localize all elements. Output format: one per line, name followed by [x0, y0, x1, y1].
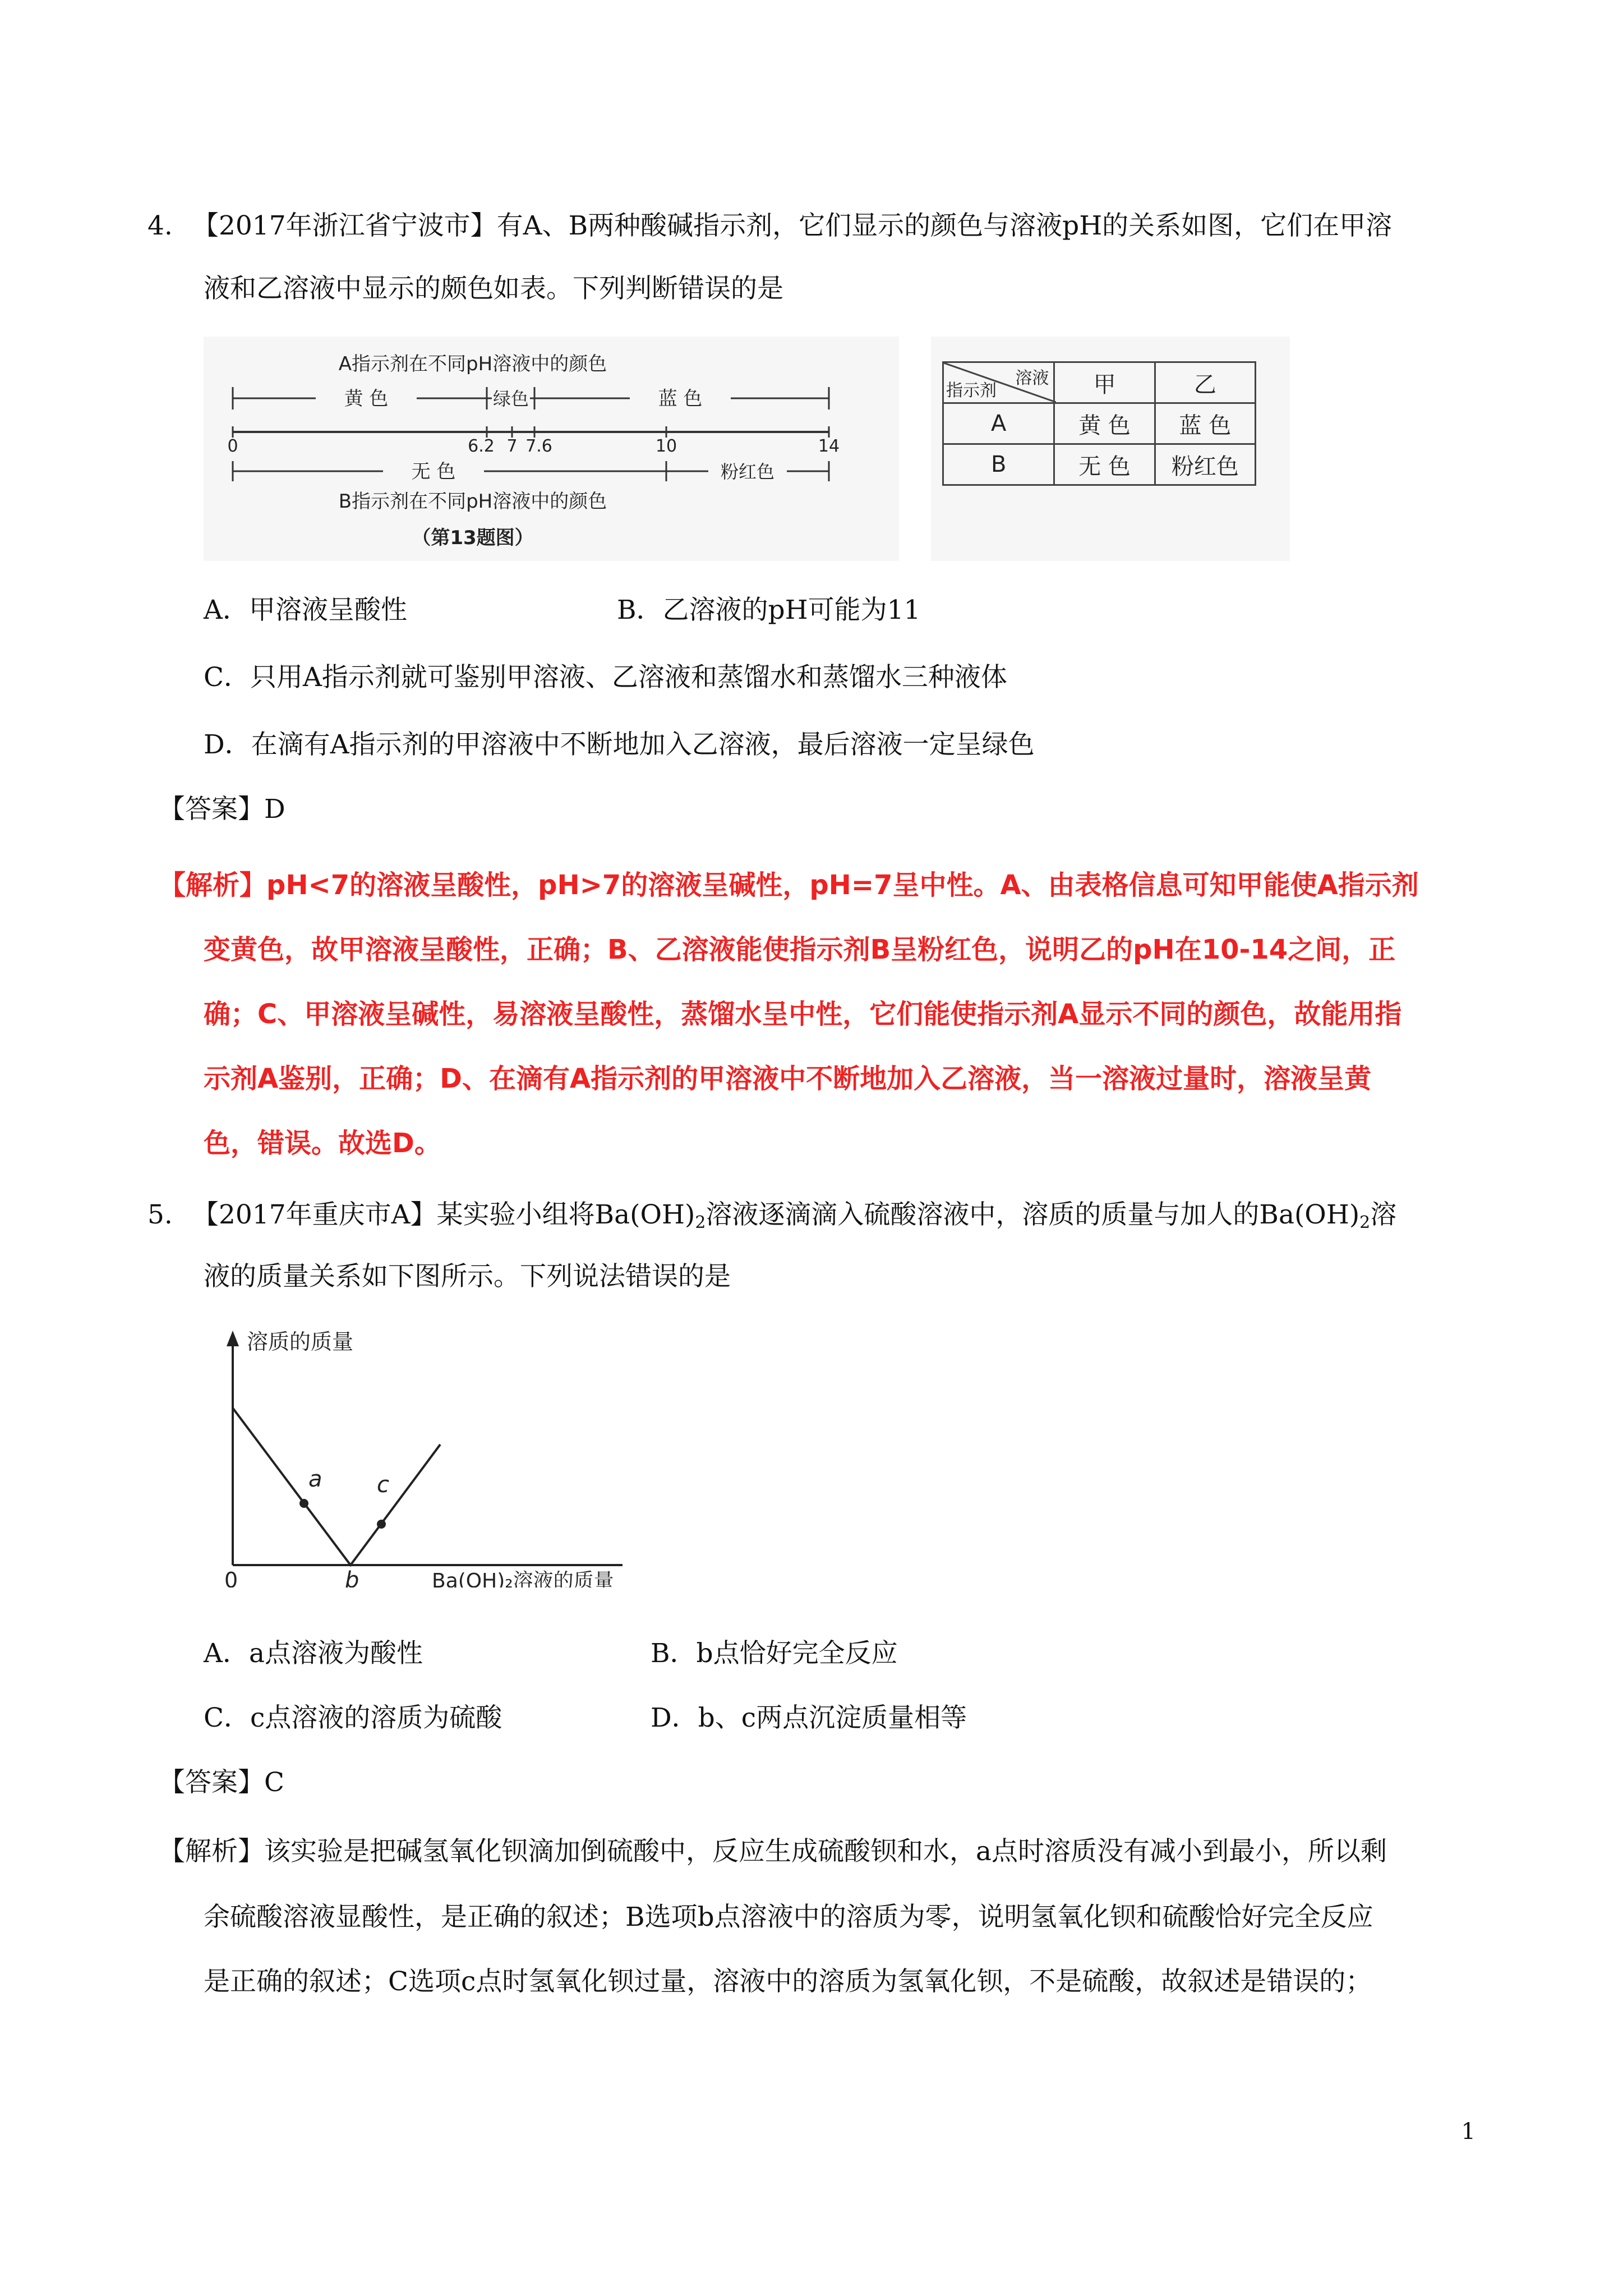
a-green-label: 绿色 — [492, 388, 529, 409]
q4-option-b: B．乙溶液的pH可能为11 — [617, 595, 921, 625]
point-c-marker — [377, 1520, 386, 1529]
q4-table-box — [931, 337, 1290, 561]
q4-analysis-line2: 变黄色，故甲溶液呈酸性，正确；B、乙溶液能使指示剂B呈粉红色，说明乙的pH在10-14之间，正 — [204, 934, 1396, 965]
fig-bottom-title: B指示剂在不同pH溶液中的颜色 — [338, 490, 607, 513]
table-row-a-c2: 蓝 色 — [1155, 403, 1255, 444]
q5-stem-part1: 【2017年重庆市A】某实验小组将Ba(OH) — [192, 1199, 695, 1230]
q5-analysis-line3: 是正确的叙述；C选项c点时氢氧化钡过量，溶液中的溶质为氢氧化钡，不是硫酸，故叙述是错误的； — [204, 1966, 1372, 1997]
q4-analysis-label: 【解析】 — [159, 869, 267, 901]
a-blue-label: 蓝 色 — [658, 388, 703, 410]
table-row-a-name: A — [943, 403, 1054, 444]
page-number: 1 — [1461, 2119, 1476, 2145]
table-header-row — [943, 362, 1256, 403]
q5-graph — [208, 1324, 667, 1588]
q4-option-a: A．甲溶液呈酸性 — [204, 595, 407, 625]
q5-analysis-line1: 【解析】该实验是把碱氢氧化钡滴加倒硫酸中，反应生成硫酸钡和水，a点时溶质没有减小到最小，所以剩 — [159, 1836, 1387, 1867]
q4-analysis-line3: 确；C、甲溶液呈碱性，易溶液呈酸性，蒸馏水呈中性，它们能使指示剂A显示不同的颜色，故能用指 — [204, 999, 1402, 1030]
mass-curve — [233, 1408, 440, 1565]
tick-label-14: 14 — [818, 436, 840, 456]
table-col2-header: 乙 — [1155, 362, 1255, 403]
tick-label-0: 0 — [227, 436, 238, 456]
q5-stem-sub1: 2 — [695, 1213, 706, 1232]
table-corner-cell — [943, 362, 1054, 403]
tick-label-76: 7.6 — [525, 436, 552, 456]
q4-stem-line1 — [192, 208, 1392, 245]
q4-color-table — [942, 361, 1256, 486]
origin-label: 0 — [224, 1568, 238, 1588]
b-colorless-label: 无 色 — [411, 461, 456, 483]
table-row-b-name: B — [943, 444, 1054, 485]
fig-top-title: A指示剂在不同pH溶液中的颜色 — [338, 353, 607, 375]
q4-analysis-text1: pH<7的溶液呈酸性，pH>7的溶液呈碱性，pH=7呈中性。A、由表格信息可知甲能使A指示剂 — [266, 869, 1419, 901]
q4-analysis-line5: 色，错误。故选D。 — [204, 1128, 441, 1159]
tick-label-62: 6.2 — [468, 436, 495, 456]
q4-ph-scale-figure — [204, 337, 899, 561]
table-row-a-c1: 黄 色 — [1054, 403, 1155, 444]
y-axis-label: 溶质的质量 — [247, 1329, 354, 1354]
q5-stem-part2: 溶液逐滴滴入硫酸溶液中，溶质的质量与加人的Ba(OH) — [706, 1199, 1360, 1230]
table-col1-header: 甲 — [1054, 362, 1155, 403]
q5-stem-line2: 液的质量关系如下图所示。下列说法错误的是 — [204, 1261, 731, 1292]
point-b-label: b — [345, 1567, 359, 1588]
fig-caption: （第13题图） — [412, 527, 534, 549]
point-a-marker — [299, 1499, 308, 1508]
q4-stem-text: 有A、B两种酸碱指示剂，它们显示的颜色与溶液pH的关系如图，它们在甲溶 — [496, 210, 1393, 241]
q5-answer: 【答案】C — [159, 1767, 284, 1798]
table-row-b-c2: 粉红色 — [1155, 444, 1255, 485]
q5-option-a: A．a点溶液为酸性 — [204, 1638, 423, 1669]
q5-option-c: C．c点溶液的溶质为硫酸 — [204, 1703, 502, 1733]
point-a-label: a — [308, 1466, 322, 1492]
q5-analysis-line2: 余硫酸溶液显酸性，是正确的叙述；B选项b点溶液中的溶质为零，说明氢氧化钡和硫酸恰好完全反应 — [204, 1902, 1373, 1932]
q4-analysis-line4: 示剂A鉴别，正确；D、在滴有A指示剂的甲溶液中不断地加入乙溶液，当一溶液过量时，溶液呈黄 — [204, 1063, 1372, 1094]
q5-stem-part3: 溶 — [1370, 1199, 1397, 1230]
q5-option-d: D．b、c两点沉淀质量相等 — [651, 1703, 967, 1733]
q4-number: 4. — [147, 210, 173, 241]
corner-bottom-label: 指示剂 — [946, 381, 997, 401]
ph-scale-svg — [204, 337, 899, 561]
q4-answer: 【答案】D — [159, 794, 285, 825]
y-axis-arrow — [227, 1331, 239, 1346]
q5-option-b: B．b点恰好完全反应 — [651, 1638, 898, 1669]
q4-source: 【2017年浙江省宁波市】 — [192, 210, 497, 241]
b-pink-label: 粉红色 — [720, 461, 775, 482]
q4-option-d: D．在滴有A指示剂的甲溶液中不断地加入乙溶液，最后溶液一定呈绿色 — [204, 729, 1035, 760]
point-c-label: c — [377, 1472, 389, 1498]
q4-analysis-line1 — [159, 867, 1419, 904]
q5-graph-svg — [208, 1324, 667, 1588]
q5-stem-sub2: 2 — [1359, 1213, 1371, 1232]
tick-label-7: 7 — [506, 436, 518, 456]
tick-label-10: 10 — [655, 436, 677, 456]
q4-stem-line2: 液和乙溶液中显示的颇色如表。下列判断错误的是 — [204, 273, 783, 304]
q4-option-c: C．只用A指示剂就可鉴别甲溶液、乙溶液和蒸馏水和蒸馏水三种液体 — [204, 662, 1007, 693]
q5-number: 5. — [147, 1199, 173, 1230]
q5-stem-line1 — [192, 1197, 1396, 1241]
x-axis-label: Ba(OH)₂溶液的质量 — [432, 1570, 614, 1588]
table-row-b-c1: 无 色 — [1054, 444, 1155, 485]
a-yellow-label: 黄 色 — [344, 388, 389, 410]
table-row — [943, 444, 1256, 485]
table-row — [943, 403, 1256, 444]
corner-top-label: 溶液 — [1015, 369, 1049, 388]
